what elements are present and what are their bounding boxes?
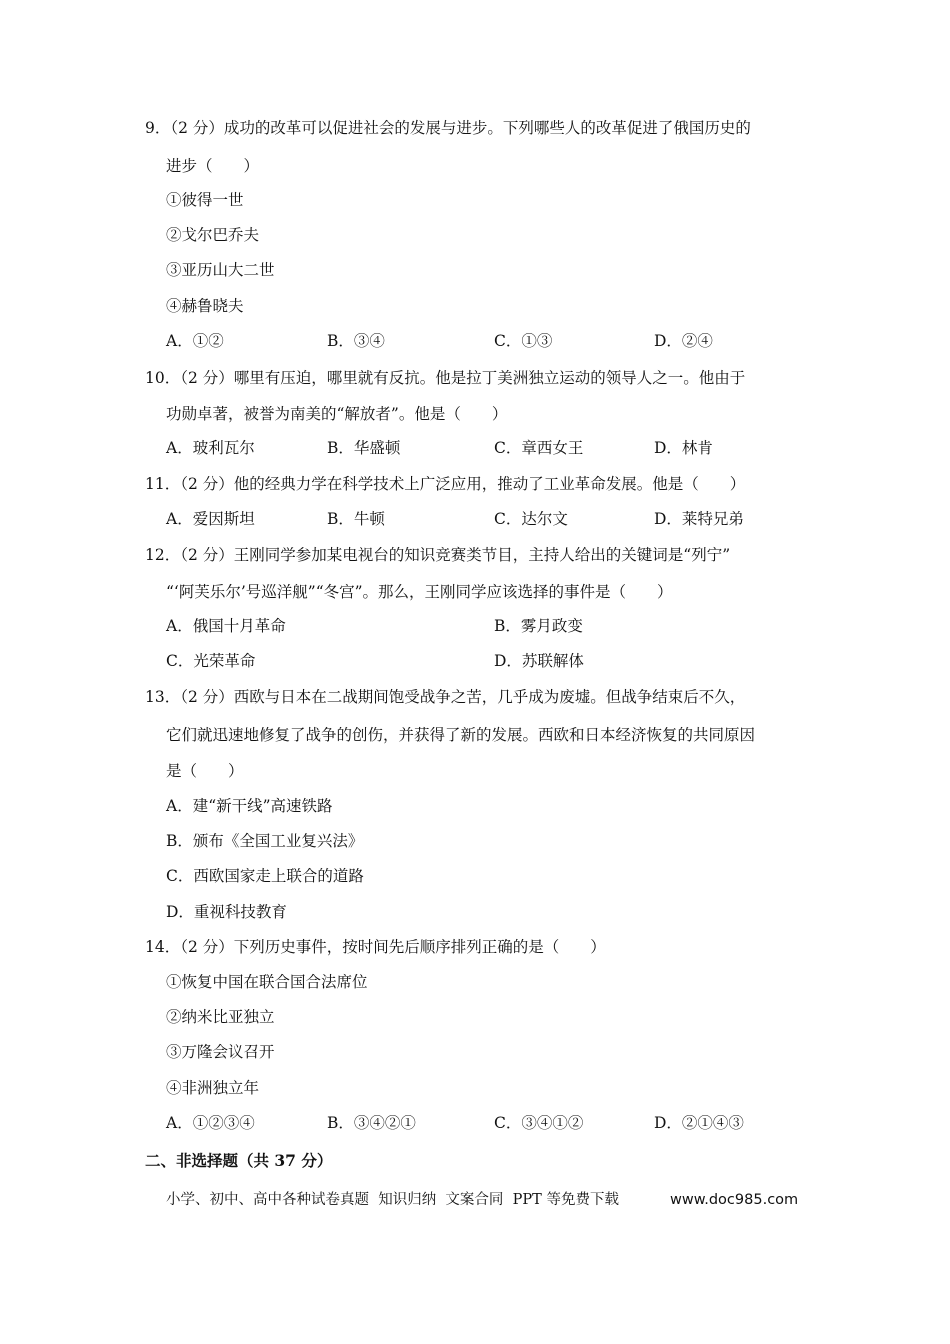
footer-url[interactable]: www.doc985.com [670, 1192, 799, 1208]
question-12-stem-line1: 12．（2 分）王刚同学参加某电视台的知识竞赛类节目，主持人给出的关键词是“列宁” [145, 546, 731, 564]
question-14-item-2: ②纳米比亚独立 [166, 1008, 275, 1026]
question-14-stem-line1: 14．（2 分）下列历史事件，按时间先后顺序排列正确的是（ ） [145, 938, 606, 956]
question-9-item-3: ③亚历山大二世 [166, 261, 275, 279]
question-14-item-1: ①恢复中国在联合国合法席位 [166, 973, 368, 991]
question-11-stem-line1: 11．（2 分）他的经典力学在科学技术上广泛应用，推动了工业革命发展。他是（ ） [145, 475, 746, 493]
section-heading: 二、非选择题（共 37 分） [145, 1151, 333, 1170]
question-9-item-1: ①彼得一世 [166, 191, 244, 209]
question-13-option-a: A．建“新干线”高速铁路 [166, 797, 333, 815]
question-9-item-4: ④赫鲁晓夫 [166, 297, 244, 315]
question-12-option-d: D．苏联解体 [494, 652, 584, 670]
question-10-stem-line1: 10．（2 分）哪里有压迫，哪里就有反抗。他是拉丁美洲独立运动的领导人之一。他由于 [145, 369, 746, 387]
question-10-option-a: A．玻利瓦尔 [166, 439, 255, 457]
question-13-stem-line1: 13．（2 分）西欧与日本在二战期间饱受战争之苦，几乎成为废墟。但战争结束后不久， [145, 688, 746, 706]
question-14-option-b: B．③④②① [327, 1114, 416, 1132]
question-9-option-b: B．③④ [327, 332, 385, 350]
question-13-option-c: C．西欧国家走上联合的道路 [166, 867, 364, 885]
question-11-option-b: B．牛顿 [327, 510, 385, 528]
question-13-stem-line3: 是（ ） [166, 762, 244, 780]
question-10-option-d: D．林肯 [654, 439, 713, 457]
question-10-stem-line2: 功勋卓著，被誉为南美的“解放者”。他是（ ） [166, 405, 508, 423]
question-14-item-4: ④非洲独立年 [166, 1079, 260, 1097]
question-14-option-c: C．③④①② [494, 1114, 584, 1132]
question-11-option-c: C．达尔文 [494, 510, 568, 528]
question-13-option-b: B．颁布《全国工业复兴法》 [166, 832, 364, 850]
question-13-stem-line2: 它们就迅速地修复了战争的创伤，并获得了新的发展。西欧和日本经济恢复的共同原因 [166, 726, 756, 744]
question-9-option-d: D．②④ [654, 332, 713, 350]
question-9-stem-line2: 进步（ ） [166, 157, 260, 175]
footer-text: 小学、初中、高中各种试卷真题 知识归纳 文案合同 PPT 等免费下载 [166, 1192, 619, 1208]
question-9-item-2: ②戈尔巴乔夫 [166, 226, 260, 244]
question-12-stem-line2: “‘阿芙乐尔’号巡洋舰”“冬宫”。那么，王刚同学应该选择的事件是（ ） [166, 583, 673, 601]
question-12-option-b: B．雾月政变 [494, 617, 583, 635]
question-10-option-c: C．章西女王 [494, 439, 584, 457]
question-14-option-d: D．②①④③ [654, 1114, 744, 1132]
question-12-option-a: A．俄国十月革命 [166, 617, 286, 635]
question-9-option-a: A．①② [166, 332, 224, 350]
question-9-stem-line1: 9．（2 分）成功的改革可以促进社会的发展与进步。下列哪些人的改革促进了俄国历史的 [145, 119, 751, 137]
question-14-option-a: A．①②③④ [166, 1114, 255, 1132]
question-9-option-c: C．①③ [494, 332, 553, 350]
question-11-option-d: D．莱特兄弟 [654, 510, 744, 528]
question-13-option-d: D．重视科技教育 [166, 903, 287, 921]
question-14-item-3: ③万隆会议召开 [166, 1043, 275, 1061]
question-10-option-b: B．华盛顿 [327, 439, 401, 457]
question-11-option-a: A．爱因斯坦 [166, 510, 255, 528]
question-12-option-c: C．光荣革命 [166, 652, 256, 670]
